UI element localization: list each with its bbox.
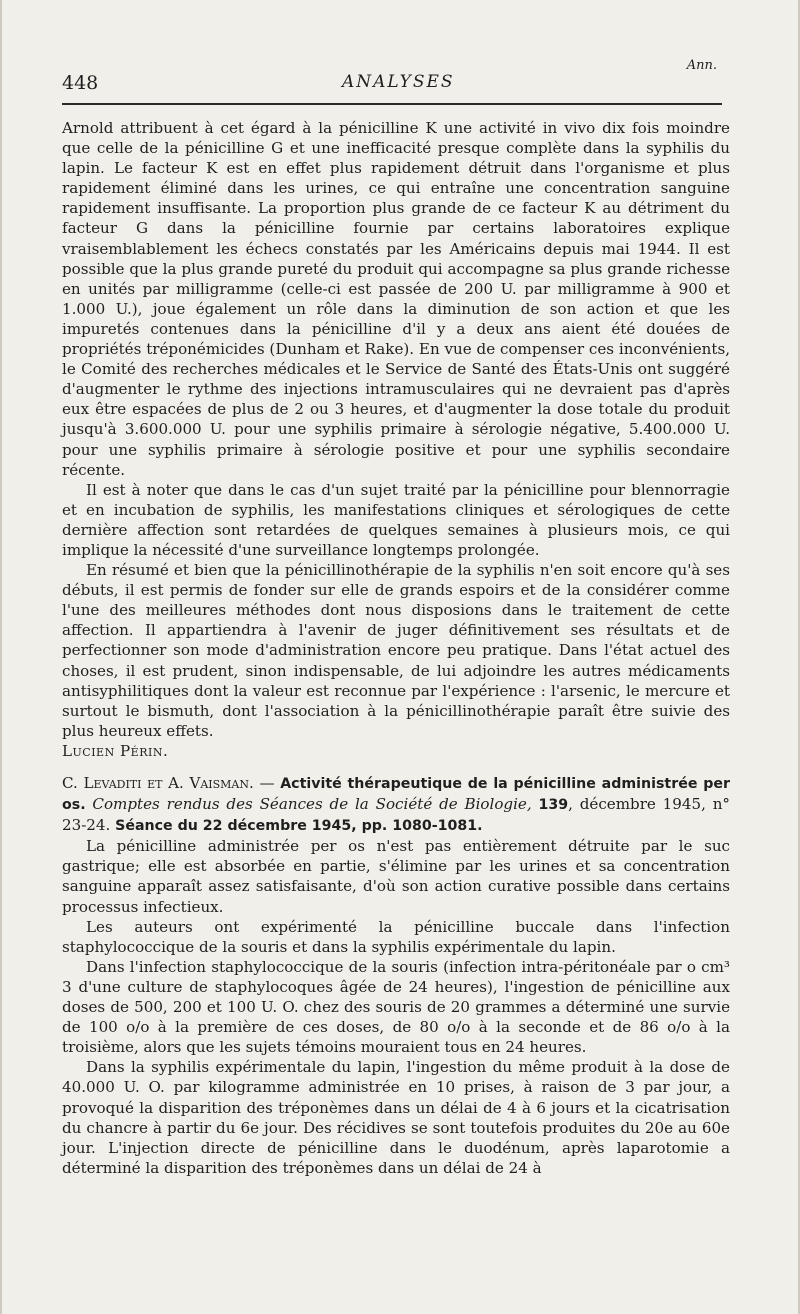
article-paragraph-absorption: La pénicilline administrée per os n'est pas entièrement détruite par le suc gastrique; elle est absorbée en partie, s'élimine par les urines et sa concentration sanguine apparaît assez satisfaisante, d'où son action curative possible dans certains processus infectieux. [62, 837, 730, 916]
article-paragraph-syphilis: Dans la syphilis expérimentale du lapin, l'ingestion du même produit à la dose de 40.000 U. O. par kilogramme administrée en 10 prises, à raison de 3 par jour, a provoqué la disparition des tréponèmes dans un délai de 4 à 6 jours et la cicatrisation du chancre à partir du 6e jour. Des récidives se sont toutefois produites du 20e au 60e jour. L'injection directe de pénicilline dans le duodénum, après laparotomie a déterminé la disparition des tréponèmes dans un délai de 24 à [62, 1058, 730, 1177]
article-paragraph-staphylococcus: Dans l'infection staphylococcique de la souris (infection intra-péritonéale par o cm³ 3 d'une culture de staphylocoques âgée de 24 heures), l'ingestion de pénicilline aux doses de 500, 200 et 100 U. O. chez des souris de 20 grammes a déterminé une survie de 100 o/o à la première de ces doses, de 80 o/o à la seconde et de 86 o/o à la troisième, alors que les sujets témoins mouraient tous en 24 heures. [62, 957, 730, 1057]
running-header [62, 58, 727, 98]
section-gap [62, 761, 730, 773]
paragraph-summary: En résumé et bien que la pénicillinothérapie de la syphilis n'en soit encore qu'à ses débuts, il est permis de fonder sur elle de grands espoirs et de la considérer comme l'une des meilleures méthodes dont nous disposions dans le traitement de cette affection. Il appartiendra à l'avenir de juger définitivement ses résultats et de perfectionner son mode d'administration encore peu pratique. Dans l'état actuel des choses, il est prudent, sinon indispensable, de lui adjoindre les autres médicaments antisyphilitiques dont la valeur est reconnue par l'expérience : l'arsenic, le mercure et surtout le bismuth, dont l'association à la pénicillinothérapie paraît être suivie des plus heureux effets. [62, 561, 730, 740]
reference-volume: 139 [538, 797, 569, 814]
reference-authors: C. Levaditi et A. Vaisman. [62, 774, 254, 792]
bibliographic-reference [62, 773, 730, 836]
article-paragraph-experiments: Les auteurs ont expérimenté la pénicilline buccale dans l'infection staphylococcique de la souris et dans la syphilis expérimentale du lapin. [62, 917, 730, 956]
page-left-edge [0, 0, 2, 1314]
reference-dash: — [253, 774, 281, 792]
signature-text: Lucien Périn. [62, 741, 169, 760]
page-number: 448 [62, 72, 99, 94]
reference-title: Activité thérapeutique de la pénicilline administrée per os. [62, 776, 730, 814]
header-rule [62, 103, 722, 105]
corner-note: Ann. [686, 58, 717, 73]
review-signature [62, 741, 730, 761]
running-title: ANALYSES [342, 72, 455, 92]
reference-session: Séance du 22 décembre 1945, pp. 1080-1081. [115, 818, 483, 835]
reference-details: , décembre 1945, n° 23-24. [62, 795, 730, 835]
paragraph-penicillin-k: Arnold attribuent à cet égard à la pénicilline K une activité in vivo dix fois moindre que celle de la pénicilline G et une inefficacité presque complète dans la syphilis du lapin. Le facteur K est en effet plus rapidement détruit dans l'organisme et plus rapidement éliminé dans les urines, ce qui entraîne une concentration sanguine rapidement insuffisante. La proportion plus grande de ce facteur K au détriment du facteur G dans la pénicilline fournie par certains laboratoires explique vraisemblablement les échecs constatés par les Américains depuis mai 1944. Il est possible que la plus grande pureté du produit qui accompagne sa plus grande richesse en unités par milligramme (celle-ci est passée de 200 U. par milligramme à 900 et 1.000 U.), joue également un rôle dans la diminution de son action et que les impuretés contenues dans la pénicilline d'il y a deux ans aient été douées de propriétés tréponémicides (Dunham et Rake). En vue de compenser ces inconvénients, le Comité des recherches médicales et le Service de Santé des États-Unis ont suggéré d'augmenter le rythme des injections intramusculaires qui ne devraient pas d'après eux être espacées de plus de 2 ou 3 heures, et d'augmenter la dose totale du produit jusqu'à 3.600.000 U. pour une syphilis primaire à sérologie négative, 5.400.000 U. pour une syphilis primaire à sérologie positive et pour une syphilis secondaire récente. [62, 119, 730, 479]
page-body [62, 118, 730, 1178]
reference-journal: Comptes rendus des Séances de la Société de Biologie, [92, 795, 532, 814]
paragraph-incubation: Il est à noter que dans le cas d'un sujet traité par la pénicilline pour blennorragie et en incubation de syphilis, les manifestations cliniques et sérologiques de cette dernière affection sont retardées de quelques semaines à plusieurs mois, ce qui implique la nécessité d'une surveillance longtemps prolongée. [62, 480, 730, 559]
